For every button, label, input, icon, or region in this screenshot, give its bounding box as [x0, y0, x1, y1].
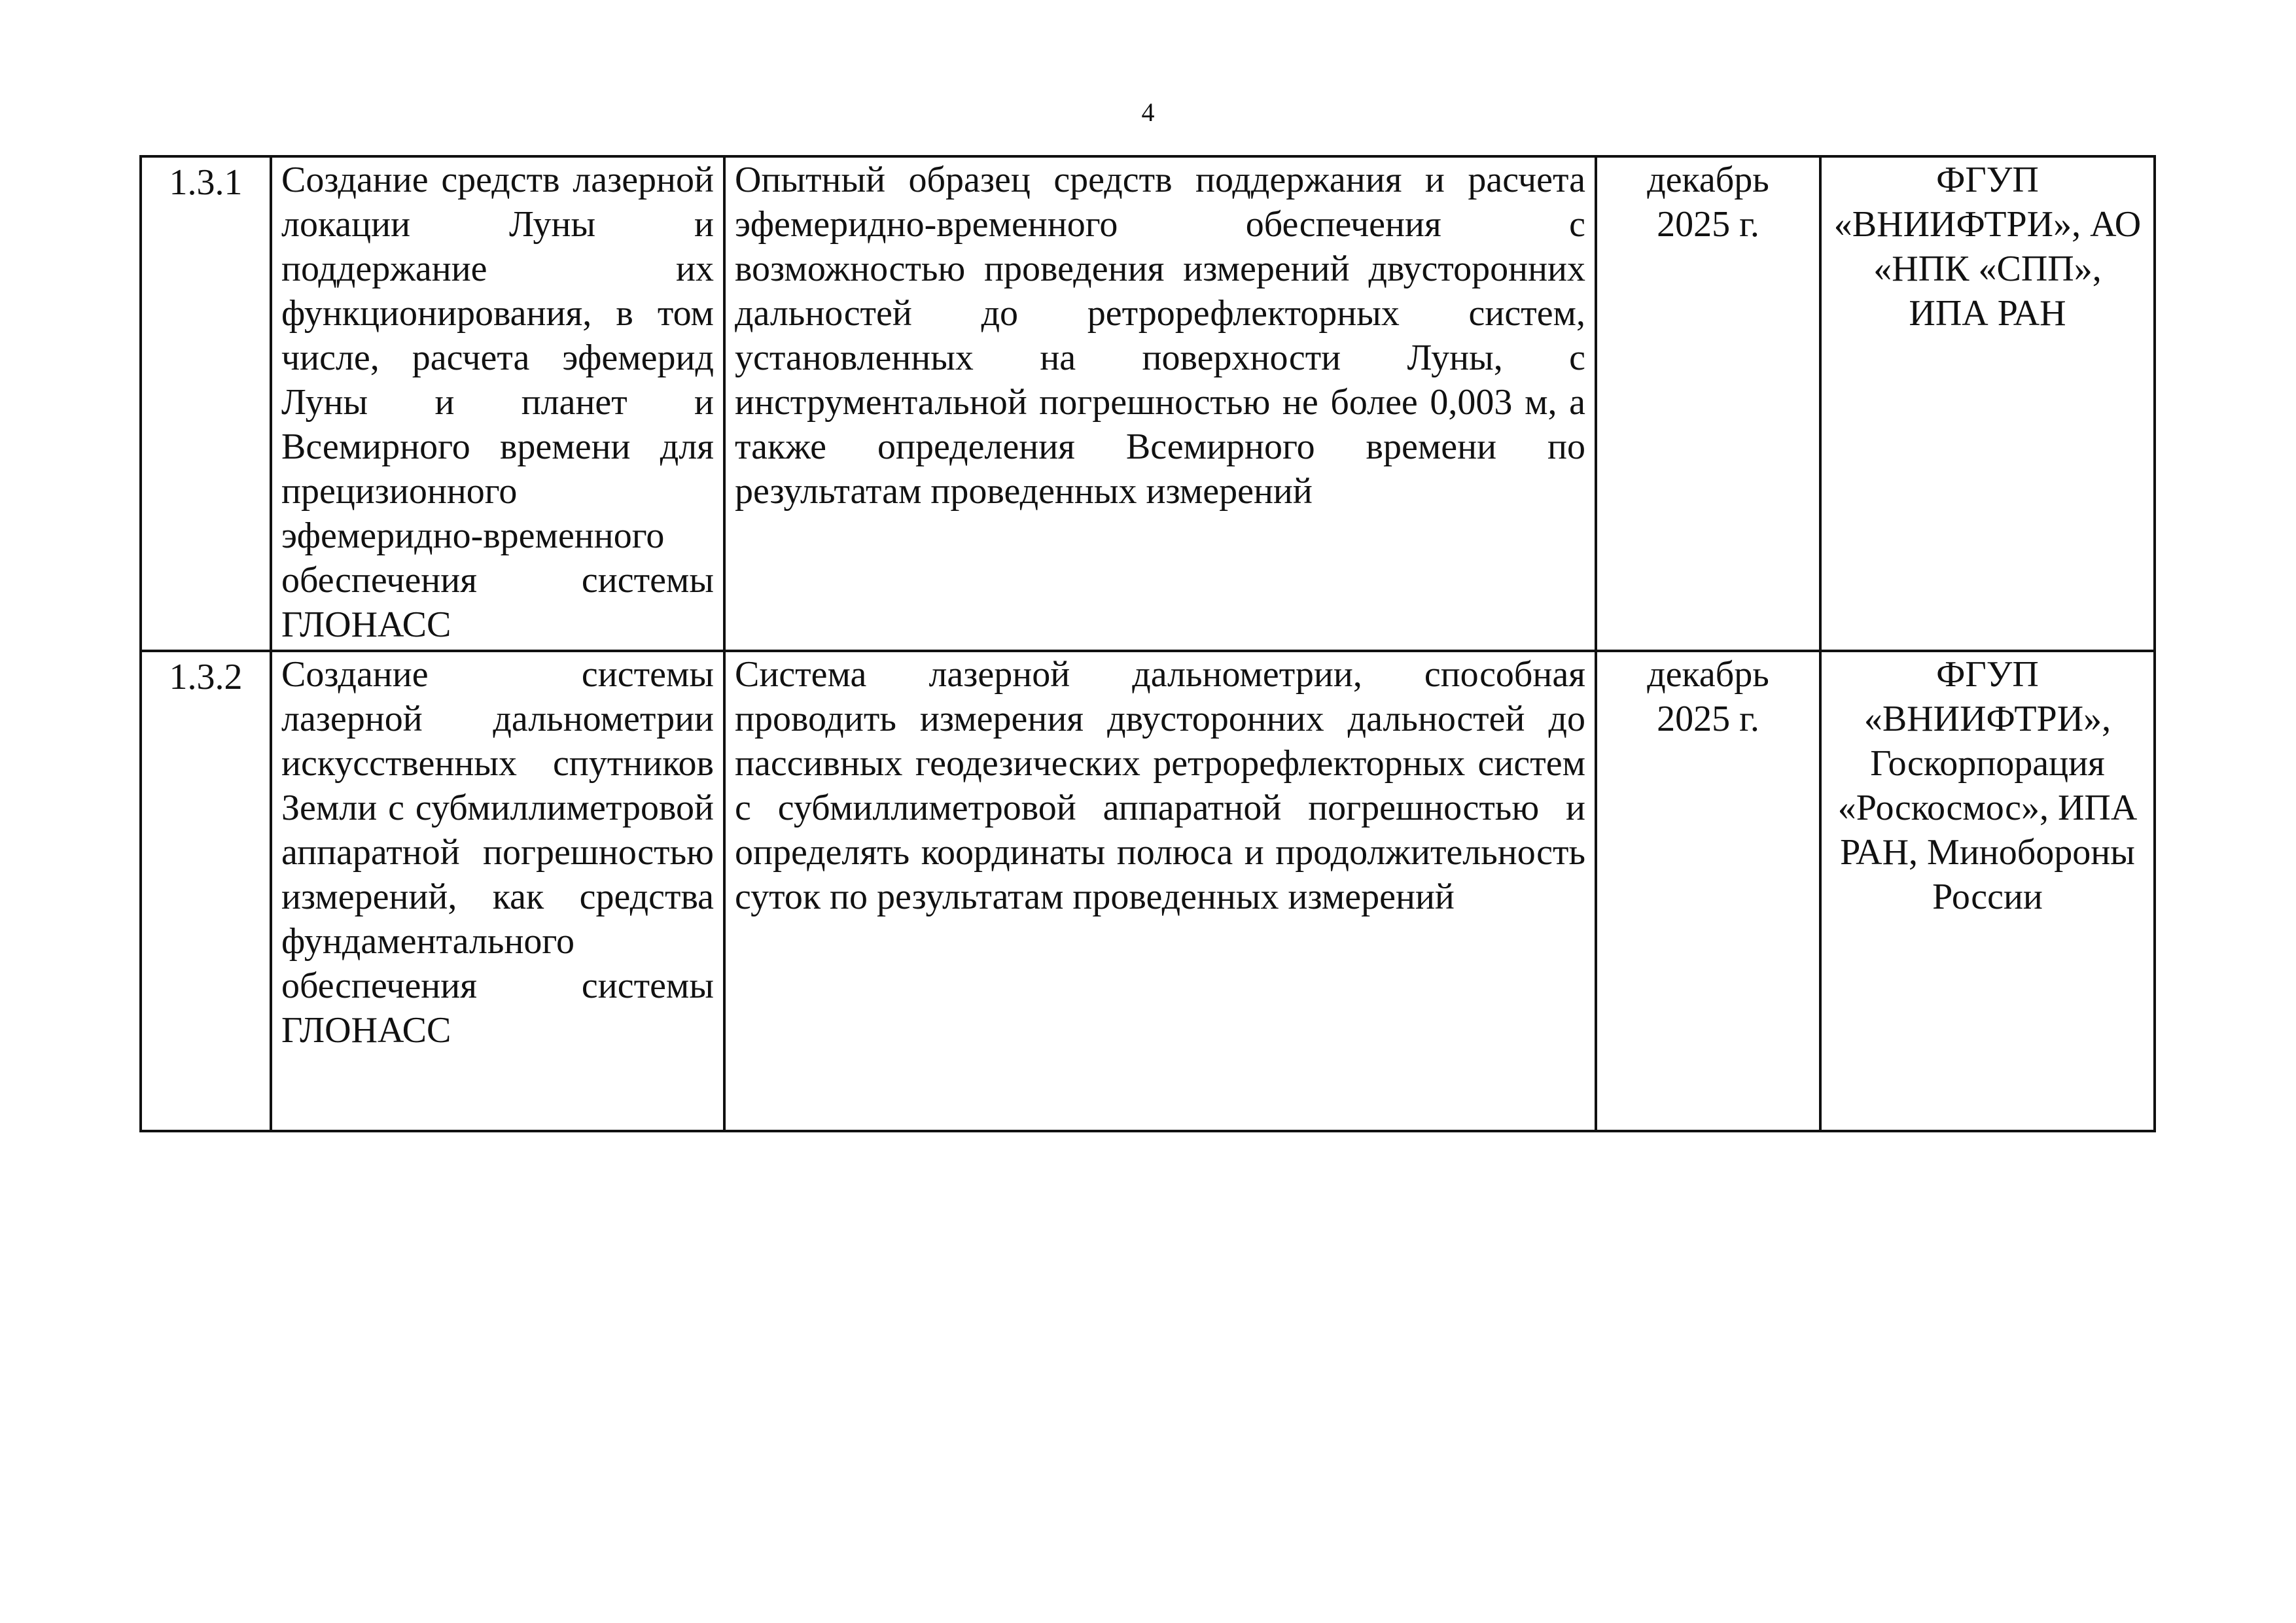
- item-executors: ФГУП «ВНИИФТРИ», АО «НПК «СПП», ИПА РАН: [1833, 160, 2142, 334]
- item-executors-cell: [1820, 156, 2155, 651]
- item-date: декабрь 2025 г.: [1647, 160, 1769, 245]
- item-result: Система лазерной дальнометрии, способная проводить измерения двусторонних дальностей до пассивных геодезических ретрорефлекторных систем с субмиллиметровой аппаратной погрешностью и определять координаты полюса и продолжительность суток по результатам проведенных измерений: [735, 654, 1585, 917]
- item-name: Создание средств лазерной локации Луны и поддержание их функционирования, в том числе, расчета эфемерид Луны и планет и Всемирного времени для прецизионного эфемеридно-временного обеспечения системы ГЛОНАСС: [281, 160, 714, 645]
- item-executors-cell: [1820, 651, 2155, 1131]
- item-date-cell: [1596, 651, 1820, 1131]
- table-row: [141, 651, 2155, 1131]
- table-row: [141, 156, 2155, 651]
- item-date: декабрь 2025 г.: [1647, 654, 1769, 739]
- item-number: 1.3.2: [169, 657, 243, 697]
- item-number-cell: [141, 651, 271, 1131]
- item-result: Опытный образец средств поддержания и расчета эфемеридно-временного обеспечения с возможностью проведения измерений двусторонних дальностей до ретрорефлекторных систем, установленных на поверхности Луны, с инструментальной погрешностью не более 0,003 м, а также определения Всемирного времени по результатам проведенных измерений: [735, 160, 1585, 512]
- measures-table: [139, 155, 2156, 1132]
- item-result-cell: [724, 156, 1596, 651]
- item-name-cell: [271, 651, 724, 1131]
- item-number: 1.3.1: [169, 162, 243, 203]
- item-executors: ФГУП «ВНИИФТРИ», Госкорпорация «Роскосмос», ИПА РАН, Минобороны России: [1837, 654, 2138, 917]
- item-name: Создание системы лазерной дальнометрии искусственных спутников Земли с субмиллиметровой аппаратной погрешностью измерений, как средства фундаментального обеспечения системы ГЛОНАСС: [281, 654, 714, 1051]
- item-date-cell: [1596, 156, 1820, 651]
- item-name-cell: [271, 156, 724, 651]
- item-number-cell: [141, 156, 271, 651]
- item-result-cell: [724, 651, 1596, 1131]
- page-number: 4: [1141, 97, 1155, 127]
